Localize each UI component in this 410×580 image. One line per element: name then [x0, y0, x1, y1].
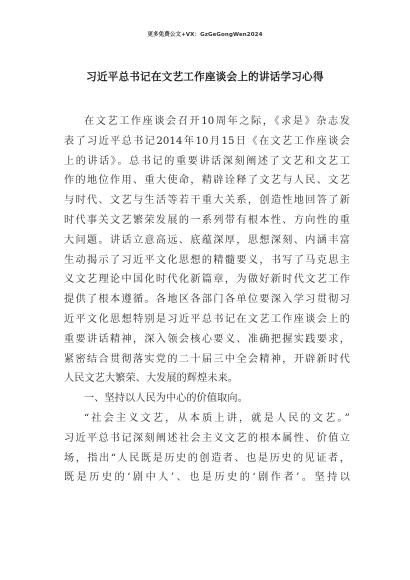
- document-title: 习近平总书记在文艺工作座谈会上的讲话学习心得: [86, 71, 324, 83]
- body-text-line: 近平文化思想特别是习近平总书记在文艺工作座谈会上的: [64, 313, 350, 325]
- document-body: [64, 112, 350, 488]
- body-text-line: 人民文艺大繁荣、大发展的辉煌未来。: [64, 373, 239, 385]
- body-text-line: 与时代、文艺与生活等若干重大关系，创造性地回答了新: [64, 195, 350, 207]
- body-text-line: 作的地位作用、重大使命，精辟诠释了文艺与人民、文艺: [64, 175, 350, 187]
- body-text-line: 场，指出“人民既是历史的创造者、也是历史的见证者，: [64, 452, 350, 464]
- body-text-line: 重要讲话精神，深入领会核心要义、准确把握实践要求，: [64, 333, 350, 345]
- body-text-line: 表了习近平总书记2014年10月15日《在文艺工作座谈会: [64, 135, 350, 147]
- body-text-line: 上的讲话》。总书记的重要讲话深刻阐述了文艺和文艺工: [64, 155, 350, 167]
- body-text-line: 大问题。讲话立意高远、底蕴深厚，思想深刻、内涵丰富: [64, 234, 350, 246]
- body-text-line: 习近平总书记深刻阐述社会主义文艺的根本属性、价值立: [64, 432, 350, 444]
- body-text-line: 在文艺工作座谈会召开10周年之际，《求是》杂志发: [84, 116, 350, 127]
- body-text-line: 时代事关文艺繁荣发展的一系列带有根本性、方向性的重: [64, 214, 350, 226]
- body-text-line: 生动揭示了习近平文化思想的精髓要义，书写了马克思主: [64, 254, 350, 266]
- body-text-line: 紧密结合贯彻落实党的二十届三中全会精神，开辟新时代: [64, 353, 350, 365]
- body-text-line: 提供了根本遵循。各地区各部门各单位要深入学习贯彻习: [64, 294, 350, 306]
- header-note: 更多免费公文+VX：GzGeGongWen2024: [147, 32, 263, 38]
- body-text-line: 义文艺理论中国化时代化新篇章，为做好新时代文艺工作: [64, 274, 350, 286]
- body-text-line: 一、坚持以人民为中心的价值取向。: [84, 393, 248, 405]
- body-text-line: “社会主义文艺，从本质上讲，就是人民的文艺。”: [84, 412, 350, 424]
- body-text-line: 既是历史的‘剧中人’、也是历史的‘剧作者’。坚持以: [64, 472, 350, 484]
